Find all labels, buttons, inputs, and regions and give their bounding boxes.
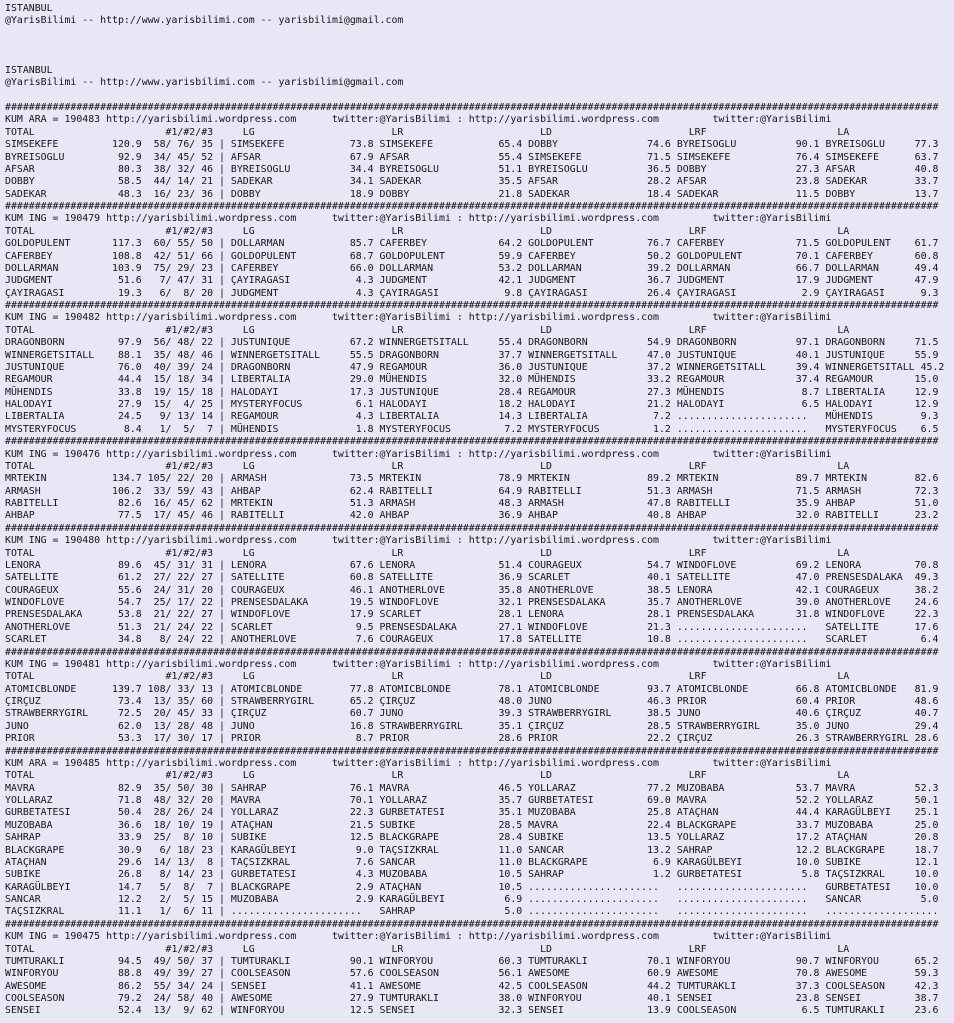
column-header-line: TOTAL #1/#2/#3 LG LR LD LRF LA [5,225,850,237]
blank-line [5,90,954,102]
stat-row-line: JUSTUNIQUE 76.0 40/ 39/ 24 | DRAGONBORN 47.9 REGAMOUR 36.0 JUSTUNIQUE 37.2 WINNERGETSITALL 39.4 WINNERGETSITALL 45.2 [5,361,945,373]
stat-row-line: DOLLARMAN 103.9 75/ 29/ 23 | CAFERBEY 66.0 DOLLARMAN 53.2 DOLLARMAN 39.2 DOLLARMAN 66.7 DOLLARMAN 49.4 [5,262,939,274]
race-section [5,201,954,300]
stat-row-line: LENORA 89.6 45/ 31/ 31 | LENORA 67.6 LENORA 51.4 COURAGEUX 54.7 WINDOFLOVE 69.2 LENORA 70.8 [5,559,939,571]
section-header-line: KUM ING = 190475 http://yarisbilimi.wordpress.com twitter:@YarisBilimi : http://yarisbilimi.wordpress.com twitter:@YarisBilimi [5,931,832,943]
stat-row-line: RABITELLI 82.6 16/ 45/ 62 | MRTEKIN 51.3 ARMASH 48.3 ARMASH 47.8 RABITELLI 35.9 AHBAP 51.0 [5,498,939,509]
stat-row-line: TAÇSIZKRAL 11.1 1/ 6/ 11 | ...................... SAHRAP 5.0 ...................... ...................... ................... [5,906,939,918]
race-section [5,523,954,647]
column-header-line: TOTAL #1/#2/#3 LG LR LD LRF LA [5,460,850,472]
stat-row-line: ARMASH 106.2 33/ 59/ 43 | AHBAP 62.4 RABITELLI 64.9 RABITELLI 51.3 ARMASH 71.5 ARMASH 72.3 [5,485,939,497]
race-sections [5,102,954,1018]
race-section [5,919,954,1018]
stat-row-line: ÇAYIRAGASI 19.3 6/ 8/ 20 | JUDGMENT 4.3 ÇAYIRAGASI 9.8 ÇAYIRAGASI 26.4 ÇAYIRAGASI 2.9 ÇAYIRAGASI 9.3 [5,287,939,299]
stat-row-line: REGAMOUR 44.4 15/ 18/ 34 | LIBERTALIA 29.0 MÜHENDIS 32.0 MÜHENDIS 33.2 REGAMOUR 37.4 REGAMOUR 15.0 [5,374,939,386]
stat-row-line: GURBETATESI 50.4 28/ 26/ 24 | YOLLARAZ 22.3 GURBETATESI 35.1 MUZOBABA 25.8 ATAÇHAN 44.4 KARAGÜLBEYI 25.1 [5,807,939,819]
race-section [5,746,954,919]
section-separator: ############################################################################################################################################################# [5,102,939,113]
stat-row-line: WINFORYOU 88.8 49/ 39/ 27 | COOLSEASON 57.6 COOLSEASON 56.1 AWESOME 60.9 AWESOME 70.8 AWESOME 59.3 [5,968,939,980]
section-header-line: KUM ING = 190476 http://yarisbilimi.wordpress.com twitter:@YarisBilimi : http://yarisbilimi.wordpress.com twitter:@YarisBilimi [5,448,832,460]
stat-row-line: BLACKGRAPE 30.9 6/ 18/ 23 | KARAGÜLBEYI 9.0 TAÇSIZKRAL 11.0 SANCAR 13.2 SAHRAP 12.2 BLACKGRAPE 18.7 [5,844,939,856]
stat-row-line: BYREISOGLU 92.9 34/ 45/ 52 | AFSAR 67.9 AFSAR 55.4 SIMSEKEFE 71.5 SIMSEKEFE 76.4 SIMSEKEFE 63.7 [5,151,939,163]
stat-row-line: ATAÇHAN 29.6 14/ 13/ 8 | TAÇSIZKRAL 7.6 SANCAR 11.0 BLACKGRAPE 6.9 KARAGÜLBEYI 10.0 SUBIKE 12.1 [5,856,939,868]
masthead-title: ISTANBUL [5,64,53,76]
stat-row-line: MAVRA 82.9 35/ 50/ 30 | SAHRAP 76.1 MAVRA 46.5 YOLLARAZ 77.2 MUZOBABA 53.7 MAVRA 52.3 [5,782,939,794]
stat-row-line: ANOTHERLOVE 51.3 21/ 24/ 22 | SCARLET 9.5 PRENSESDALAKA 27.1 WINDOFLOVE 21.3 ...................... SATELLITE 17.6 [5,621,939,633]
section-header-line: KUM ARA = 190485 http://yarisbilimi.wordpress.com twitter:@YarisBilimi : http://yarisbilimi.wordpress.com twitter:@YarisBilimi [5,757,832,769]
column-header-line: TOTAL #1/#2/#3 LG LR LD LRF LA [5,324,850,336]
stat-row-line: CAFERBEY 108.8 42/ 51/ 66 | GOLDOPULENT 68.7 GOLDOPULENT 59.9 CAFERBEY 50.2 GOLDOPULENT 70.1 CAFERBEY 60.8 [5,250,939,262]
stat-row-line: PRENSESDALAKA 53.8 21/ 22/ 27 | WINDOFLOVE 17.9 SCARLET 28.1 LENORA 28.1 PRENSESDALAKA 31.8 WINDOFLOVE 22.3 [5,609,939,621]
stat-row-line: SUBIKE 26.8 8/ 14/ 23 | GURBETATESI 4.3 MUZOBABA 10.5 SAHRAP 1.2 GURBETATESI 5.8 TAÇSIZKRAL 10.0 [5,869,939,881]
column-header-line: TOTAL #1/#2/#3 LG LR LD LRF LA [5,943,850,955]
stat-row-line: DOBBY 58.5 44/ 14/ 21 | SADEKAR 34.1 SADEKAR 35.5 AFSAR 28.2 AFSAR 23.8 SADEKAR 33.7 [5,176,939,188]
column-header-line: TOTAL #1/#2/#3 LG LR LD LRF LA [5,770,850,782]
stat-row-line: WINDOFLOVE 54.7 25/ 17/ 22 | PRENSESDALAKA 19.5 WINDOFLOVE 32.1 PRENSESDALAKA 35.7 ANOTHERLOVE 39.0 ANOTHERLOVE 24.6 [5,597,939,608]
stat-row-line: COOLSEASON 79.2 24/ 58/ 40 | AWESOME 27.9 TUMTURAKLI 38.0 WINFORYOU 40.1 SENSEI 23.8 SENSEI 38.7 [5,993,939,1004]
stat-row-line: MÜHENDIS 33.8 19/ 15/ 18 | HALODAYI 17.3 JUSTUNIQUE 28.4 REGAMOUR 27.3 MÜHENDIS 8.7 LIBERTALIA 12.9 [5,386,939,398]
race-section [5,102,954,201]
section-separator: ############################################################################################################################################################# [5,745,939,757]
stat-row-line: SCARLET 34.8 8/ 24/ 22 | ANOTHERLOVE 7.6 COURAGEUX 17.8 SATELLITE 10.8 ...................... SCARLET 6.4 [5,634,939,646]
stat-row-line: GOLDOPULENT 117.3 60/ 55/ 50 | DOLLARMAN 85.7 CAFERBEY 64.2 GOLDOPULENT 76.7 CAFERBEY 71.5 GOLDOPULENT 61.7 [5,238,939,250]
stat-row-line: MYSTERYFOCUS 8.4 1/ 5/ 7 | MÜHENDIS 1.8 MYSTERYFOCUS 7.2 MYSTERYFOCUS 1.2 ...................... MYSTERYFOCUS 6.5 [5,423,939,435]
stat-row-line: SADEKAR 48.3 16/ 23/ 36 | DOBBY 18.9 DOBBY 21.8 SADEKAR 18.4 SADEKAR 11.5 DOBBY 13.7 [5,188,939,200]
stat-row-line: KARAGÜLBEYI 14.7 5/ 8/ 7 | BLACKGRAPE 2.9 ATAÇHAN 10.5 ...................... ...................... GURBETATESI 10.0 [5,881,939,893]
section-separator: ############################################################################################################################################################# [5,300,939,311]
stat-row-line: MRTEKIN 134.7 105/ 22/ 20 | ARMASH 73.5 MRTEKIN 78.9 MRTEKIN 89.2 MRTEKIN 89.7 MRTEKIN 82.6 [5,473,939,485]
column-header-line: TOTAL #1/#2/#3 LG LR LD LRF LA [5,126,850,138]
race-section [5,436,954,523]
stat-row-line: MUZOBABA 36.6 18/ 10/ 19 | ATAÇHAN 21.5 SUBIKE 28.5 MAVRA 22.4 BLACKGRAPE 33.7 MUZOBABA 25.0 [5,819,939,831]
stat-row-line: SENSEI 52.4 13/ 9/ 62 | WINFORYOU 12.5 SENSEI 32.3 SENSEI 13.9 COOLSEASON 6.5 TUMTURAKLI 23.6 [5,1005,939,1017]
blank-line [5,53,954,65]
section-header-line: KUM ING = 190480 http://yarisbilimi.wordpress.com twitter:@YarisBilimi : http://yarisbilimi.wordpress.com twitter:@YarisBilimi [5,535,832,547]
section-separator: ############################################################################################################################################################# [5,436,939,448]
column-header-line: TOTAL #1/#2/#3 LG LR LD LRF LA [5,547,850,559]
stat-row-line: SATELLITE 61.2 27/ 22/ 27 | SATELLITE 60.8 SATELLITE 36.9 SCARLET 40.1 SATELLITE 47.0 PRENSESDALAKA 49.3 [5,572,939,584]
blank-line [5,40,954,52]
masthead-contact: @YarisBilimi -- http://www.yarisbilimi.com -- yarisbilimi@gmail.com [5,77,404,89]
stat-row-line: LIBERTALIA 24.5 9/ 13/ 14 | REGAMOUR 4.3 LIBERTALIA 14.3 LIBERTALIA 7.2 ...................... MÜHENDIS 9.3 [5,411,939,423]
section-header-line: KUM ING = 190482 http://yarisbilimi.wordpress.com twitter:@YarisBilimi : http://yarisbilimi.wordpress.com twitter:@YarisBilimi [5,312,832,324]
section-separator: ############################################################################################################################################################# [5,201,939,212]
masthead-title: ISTANBUL [5,3,53,14]
stat-row-line: SIMSEKEFE 120.9 58/ 76/ 35 | SIMSEKEFE 73.8 SIMSEKEFE 65.4 DOBBY 74.6 BYREISOGLU 90.1 BYREISOGLU 77.3 [5,139,939,151]
race-section [5,300,954,436]
stat-row-line: ATOMICBLONDE 139.7 108/ 33/ 13 | ATOMICBLONDE 77.8 ATOMICBLONDE 78.1 ATOMICBLONDE 93.7 ATOMICBLONDE 66.8 ATOMICBLONDE 81.9 [5,683,939,695]
stat-row-line: JUDGMENT 51.6 7/ 47/ 31 | ÇAYIRAGASI 4.3 JUDGMENT 42.1 JUDGMENT 36.7 JUDGMENT 17.9 JUDGMENT 47.9 [5,275,939,287]
stat-row-line: YOLLARAZ 71.8 48/ 32/ 20 | MAVRA 70.1 YOLLARAZ 35.7 GURBETATESI 69.0 MAVRA 52.2 YOLLARAZ 50.1 [5,795,939,806]
stat-row-line: STRAWBERRYGIRL 72.5 20/ 45/ 33 | ÇIRÇUZ 60.7 JUNO 39.3 STRAWBERRYGIRL 38.5 JUNO 40.6 ÇIRÇUZ 40.7 [5,708,939,720]
stat-row-line: TUMTURAKLI 94.5 49/ 50/ 37 | TUMTURAKLI 90.1 WINFORYOU 60.3 TUMTURAKLI 70.1 WINFORYOU 90.7 WINFORYOU 65.2 [5,955,939,967]
stat-row-line: ÇIRÇUZ 73.4 13/ 35/ 60 | STRAWBERRYGIRL 65.2 ÇIRÇUZ 48.0 JUNO 46.3 PRIOR 60.4 PRIOR 48.6 [5,696,939,707]
masthead-contact: @YarisBilimi -- http://www.yarisbilimi.com -- yarisbilimi@gmail.com [5,15,404,27]
section-header-line: KUM ARA = 190483 http://yarisbilimi.wordpress.com twitter:@YarisBilimi : http://yarisbilimi.wordpress.com twitter:@YarisBilimi [5,114,832,126]
section-separator: ############################################################################################################################################################# [5,646,939,658]
section-separator: ############################################################################################################################################################# [5,522,939,534]
stat-row-line: COURAGEUX 55.6 24/ 31/ 20 | COURAGEUX 46.1 ANOTHERLOVE 35.8 ANOTHERLOVE 38.5 LENORA 42.1 COURAGEUX 38.2 [5,584,939,596]
stat-row-line: AWESOME 86.2 55/ 34/ 24 | SENSEI 41.1 AWESOME 42.5 COOLSEASON 44.2 TUMTURAKLI 37.3 COOLSEASON 42.3 [5,980,939,992]
stat-row-line: HALODAYI 27.9 15/ 4/ 25 | MYSTERYFOCUS 6.1 HALODAYI 18.2 HALODAYI 21.2 HALODAYI 6.5 HALODAYI 12.9 [5,399,939,410]
stat-row-line: WINNERGETSITALL 88.1 35/ 48/ 46 | WINNERGETSITALL 55.5 DRAGONBORN 37.7 WINNERGETSITALL 47.0 JUSTUNIQUE 40.1 JUSTUNIQUE 55.9 [5,349,939,361]
stat-row-line: DRAGONBORN 97.9 56/ 48/ 22 | JUSTUNIQUE 67.2 WINNERGETSITALL 55.4 DRAGONBORN 54.9 DRAGONBORN 97.1 DRAGONBORN 71.5 [5,337,939,349]
stat-row-line: SANCAR 12.2 2/ 5/ 15 | MUZOBABA 2.9 KARAGÜLBEYI 6.9 ...................... ...................... SANCAR 5.0 [5,894,939,905]
stat-row-line: AFSAR 80.3 38/ 32/ 46 | BYREISOGLU 34.4 BYREISOGLU 51.1 BYREISOGLU 36.5 DOBBY 27.3 AFSAR 40.8 [5,163,939,175]
stat-row-line: JUNO 62.0 13/ 28/ 48 | JUNO 16.8 STRAWBERRYGIRL 35.1 ÇIRÇUZ 28.5 STRAWBERRYGIRL 35.0 JUNO 29.4 [5,720,939,732]
section-header-line: KUM ING = 190481 http://yarisbilimi.wordpress.com twitter:@YarisBilimi : http://yarisbilimi.wordpress.com twitter:@YarisBilimi [5,658,832,670]
stat-row-line: SAHRAP 33.9 25/ 8/ 10 | SUBIKE 12.5 BLACKGRAPE 28.4 SUBIKE 13.5 YOLLARAZ 17.2 ATAÇHAN 20.8 [5,832,939,844]
stat-row-line: PRIOR 53.3 17/ 30/ 17 | PRIOR 8.7 PRIOR 28.6 PRIOR 22.2 ÇIRÇUZ 26.3 STRAWBERRYGIRL 28.6 [5,733,939,745]
section-header-line: KUM ING = 190479 http://yarisbilimi.wordpress.com twitter:@YarisBilimi : http://yarisbilimi.wordpress.com twitter:@YarisBilimi [5,213,832,225]
blank-line [5,28,954,40]
section-separator: ############################################################################################################################################################# [5,918,939,930]
column-header-line: TOTAL #1/#2/#3 LG LR LD LRF LA [5,671,850,683]
stat-row-line: AHBAP 77.5 17/ 45/ 46 | RABITELLI 42.0 AHBAP 36.9 AHBAP 40.8 AHBAP 32.0 RABITELLI 23.2 [5,510,939,522]
race-section [5,647,954,746]
